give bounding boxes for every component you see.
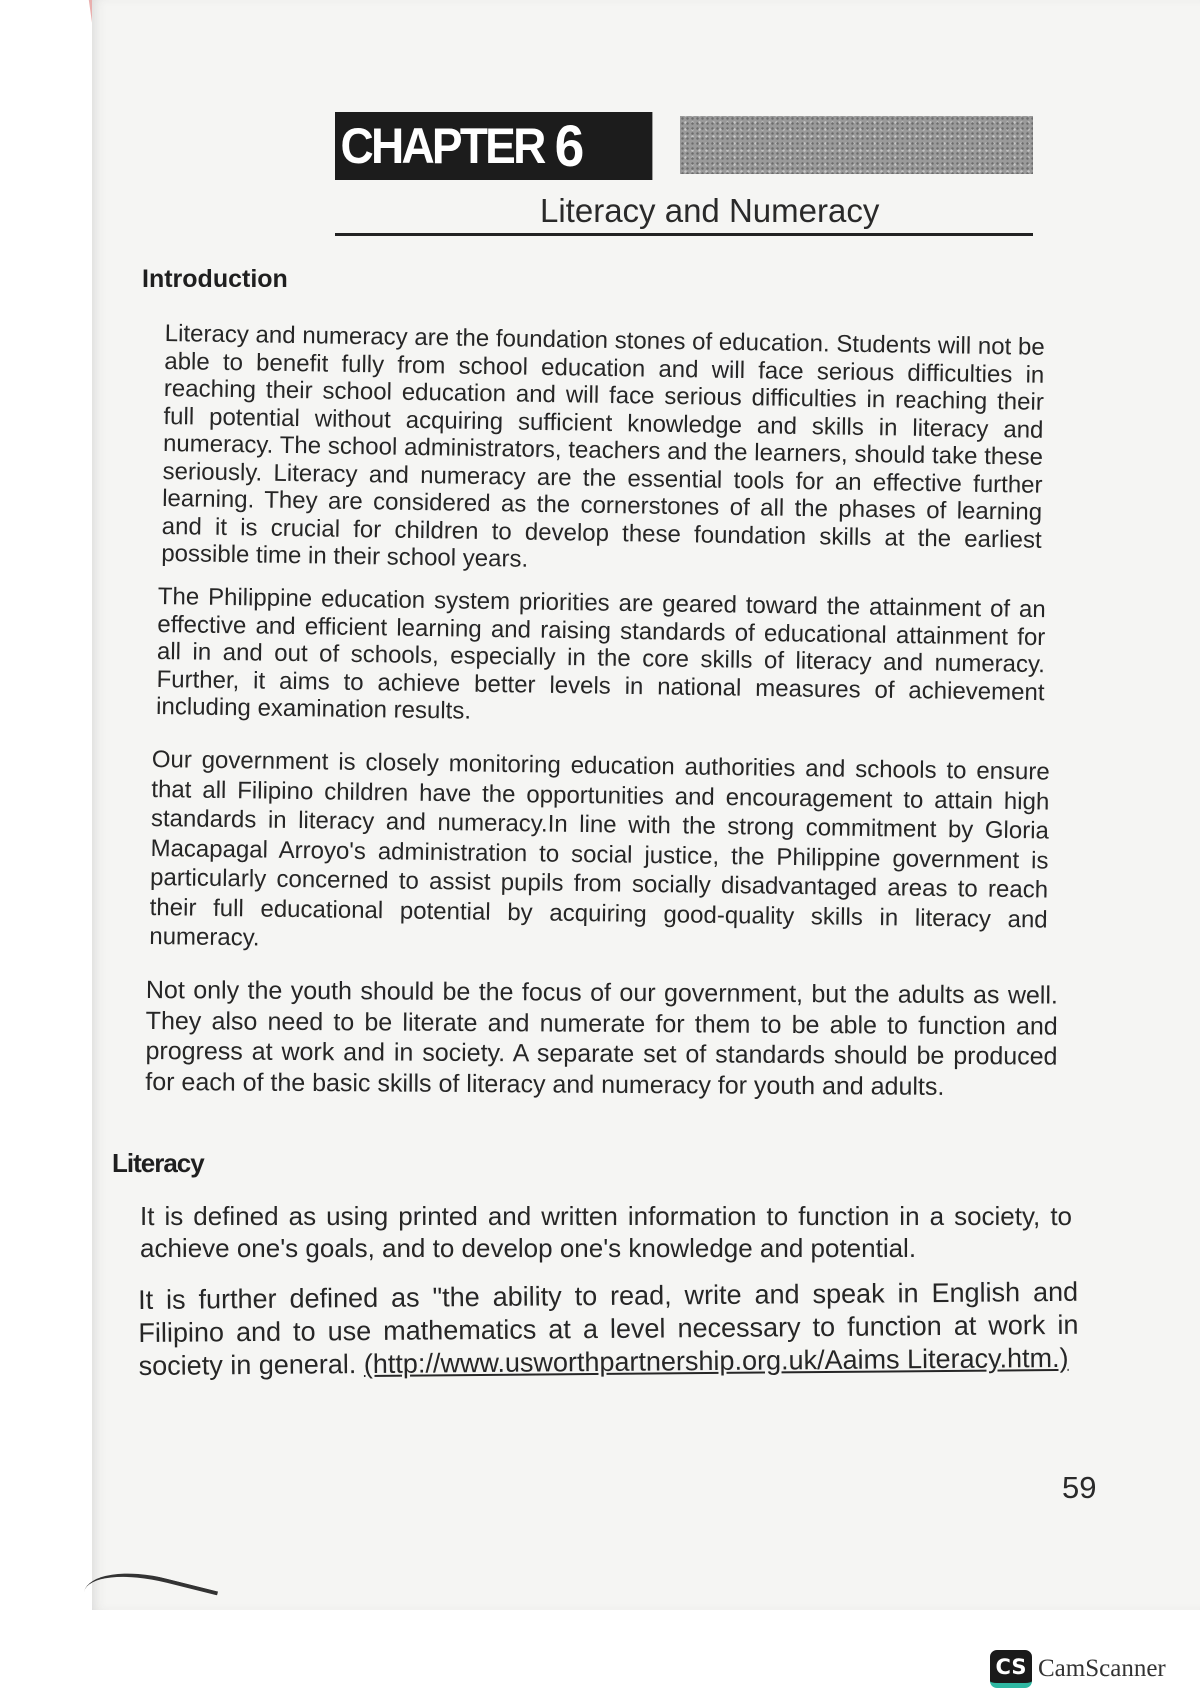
chapter-label bbox=[335, 112, 652, 180]
chapter-word: CHAPTER bbox=[340, 118, 544, 174]
introduction-heading: Introduction bbox=[142, 265, 288, 293]
literacy-heading: Literacy bbox=[112, 1148, 204, 1178]
literacy-definition: It is defined as using printed and written information to function in a society, to achieve one's goals, and to develop one's knowledge and potential. bbox=[140, 1201, 1072, 1263]
title-divider bbox=[335, 233, 1033, 236]
chapter-number: 6 bbox=[554, 113, 582, 179]
intro-paragraph-4: Not only the youth should be the focus of our government, but the adults as well. They also need to be literate and numerate for them to be able to function and progress at work and in society. A separate set of standards should be produced for each of the basic skills of literacy and numeracy for youth and adults. bbox=[145, 976, 1058, 1101]
source-link[interactable]: (http://www.usworthpartnership.org.uk/Aaims Literacy.htm.) bbox=[363, 1342, 1069, 1380]
literacy-further-definition bbox=[138, 1276, 1079, 1383]
intro-paragraph-1: Literacy and numeracy are the foundation stones of education. Students will not be able to benefit fully from school education and will face serious difficulties in reaching their school education and will face serious difficulties in reaching their full potential without acquiring sufficient knowledge and skills in literacy and numeracy. The school administrators, teachers and the learners, should take these seriously. Literacy and numeracy are the essential tools for an effective further learning. They are considered as the cornerstones of all the phases of learning and it is crucial for children to develop these foundation skills at the earliest possible time in their school years. bbox=[161, 320, 1045, 573]
camscanner-brand: CamScanner bbox=[1038, 1655, 1166, 1682]
banner-texture bbox=[680, 116, 1033, 174]
camscanner-watermark bbox=[990, 1650, 1166, 1688]
chapter-banner bbox=[335, 112, 1033, 180]
camscanner-logo-icon: CS bbox=[990, 1650, 1032, 1688]
intro-paragraph-2: The Philippine education system priorities are geared toward the attainment of an effective and efficient learning and raising standards of educational attainment for all in and out of schools, especially in the core skills of literacy and numeracy. Further, it aims to achieve better levels in national measures of achievement including examination results. bbox=[155, 583, 1046, 725]
page-number: 59 bbox=[1062, 1470, 1097, 1505]
intro-paragraph-3: Our government is closely monitoring education authorities and schools to ensure that all Filipino children have the opportunities and encouragement to attain high standards in literacy and numeracy.In line with the strong commitment by Gloria Macapagal Arroyo's administration to social justice, the Philippine government is particularly concerned to assist pupils from socially disadvantaged areas to reach their full educational potential by acquiring good-quality skills in literacy and numeracy. bbox=[149, 745, 1050, 952]
chapter-title: Literacy and Numeracy bbox=[540, 192, 880, 229]
further-definition-text: It is further defined as "the ability to read, write and speak in English and Filipino and to use mathematics at a level necessary to function at work in society in general. bbox=[138, 1276, 1079, 1381]
